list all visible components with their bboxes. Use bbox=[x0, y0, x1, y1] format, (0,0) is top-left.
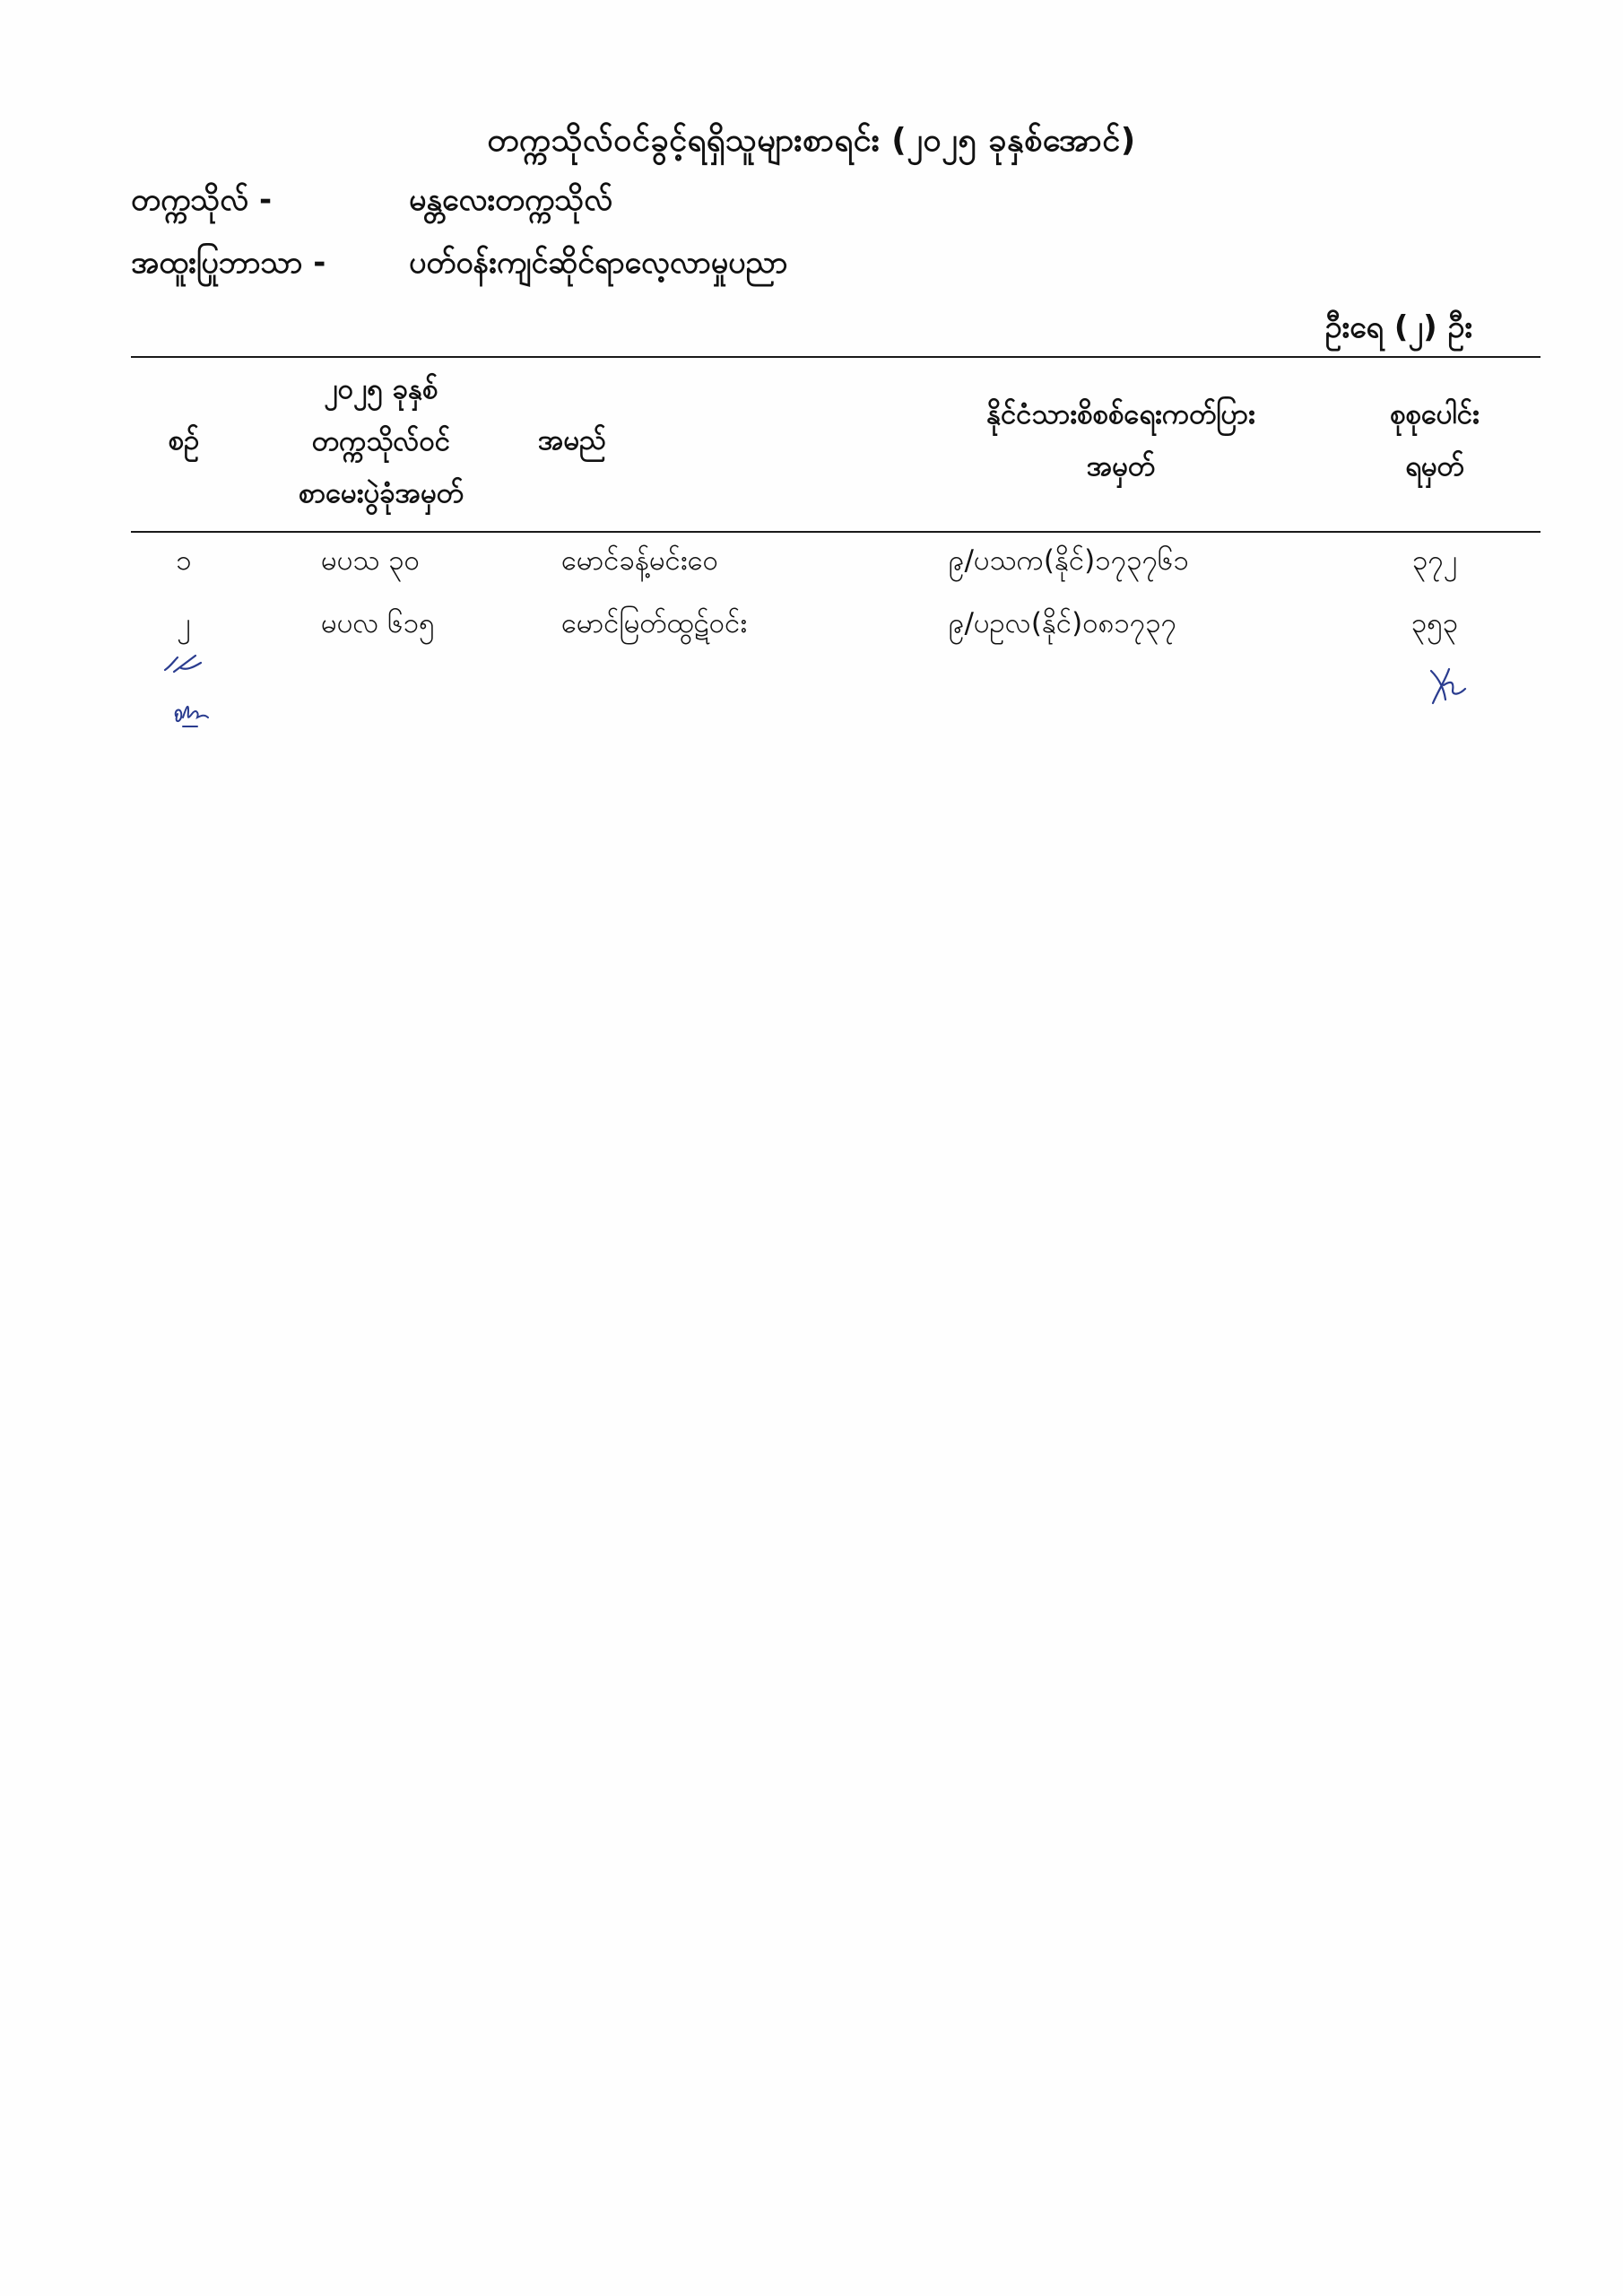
header-total-score bbox=[1345, 388, 1524, 492]
table-row-2-no: ၂ bbox=[177, 607, 191, 639]
major-label: အထူးပြုဘာသာ - bbox=[131, 245, 326, 281]
total-count: ဦးရေ (၂) ဦး bbox=[1324, 309, 1472, 345]
header-roll-number bbox=[260, 363, 502, 519]
table-row-1-score: ၃၇၂ bbox=[1411, 544, 1458, 577]
university-value: မန္တလေးတက္ကသိုလ် bbox=[409, 182, 613, 218]
table-row-1-no: ၁ bbox=[176, 544, 192, 577]
table-row-2-nrc: ၉/ပဥလ(နိုင်)၀၈၁၇၃၇ bbox=[949, 607, 1177, 639]
handwritten-tick-mark bbox=[161, 650, 206, 677]
header-roll-line-1: ၂၀၂၅ ခုနှစ် bbox=[324, 373, 438, 405]
major-value: ပတ်ဝန်းကျင်ဆိုင်ရာလေ့လာမှုပညာ bbox=[409, 245, 788, 281]
table-row-2-score: ၃၅၃ bbox=[1410, 607, 1459, 639]
header-nrc-line-1: နိုင်ငံသားစိစစ်ရေးကတ်ပြား bbox=[986, 398, 1255, 430]
header-score-line-1: စုစုပေါင်း bbox=[1390, 398, 1480, 430]
table-row-2-name: မောင်မြတ်ထွဋ်ဝင်း bbox=[561, 607, 748, 639]
header-score-line-2: ရမှတ် bbox=[1405, 450, 1464, 483]
table-row-1-roll: မပသ ၃၀ bbox=[321, 544, 421, 577]
header-nrc-line-2: အမှတ် bbox=[1086, 450, 1156, 483]
table-row-2-roll: မပလ ၆၁၅ bbox=[321, 607, 435, 639]
table-header-rule bbox=[131, 531, 1541, 533]
table-row-1-nrc: ၉/ပသက(နိုင်)၁၇၃၇၆၁ bbox=[949, 544, 1189, 577]
document-title: တက္ကသိုလ်ဝင်ခွင့်ရရှိသူများစာရင်း (၂၀၂၅ ခုနှစ်အောင်) bbox=[487, 122, 1136, 159]
table-top-rule bbox=[131, 356, 1541, 358]
header-nrc bbox=[915, 388, 1327, 492]
header-roll-line-3: စာမေးပွဲခုံအမှတ် bbox=[298, 477, 464, 509]
handwritten-verifier-signature bbox=[1426, 664, 1471, 709]
table-row-1-name: မောင်ခန့်မင်းဝေ bbox=[561, 544, 718, 577]
header-roll-line-2: တက္ကသိုလ်ဝင် bbox=[311, 425, 451, 457]
header-name: အမည် bbox=[538, 424, 607, 457]
header-serial-no: စဉ် bbox=[168, 424, 200, 457]
university-label: တက္ကသိုလ် - bbox=[131, 182, 273, 218]
handwritten-initial-signature bbox=[170, 698, 215, 734]
